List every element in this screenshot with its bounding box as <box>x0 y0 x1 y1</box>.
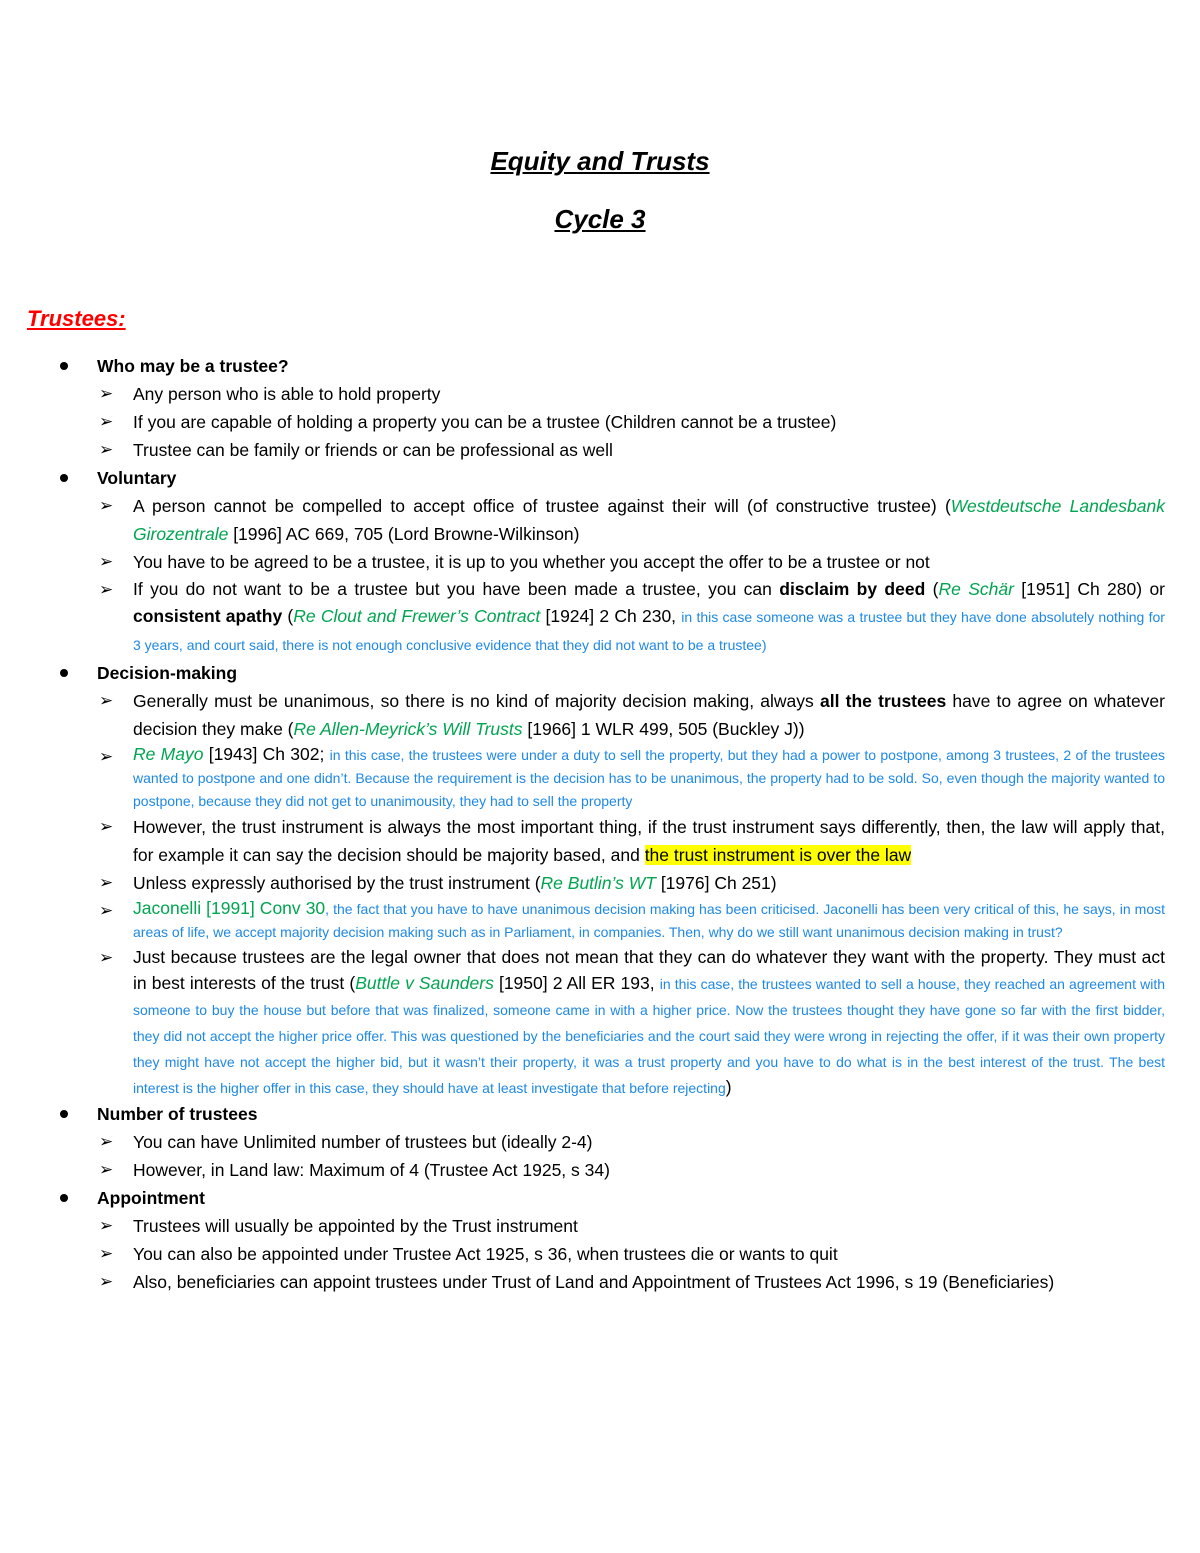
bullet-dot-icon <box>60 669 68 677</box>
case-citation: Jaconelli [1991] Conv 30 <box>133 898 326 918</box>
arrow-bullet-icon: ➢ <box>99 384 114 403</box>
arrow-bullet-icon: ➢ <box>99 1216 114 1235</box>
topic-appointment <box>0 1184 1200 1212</box>
list-item: ➢ Trustee can be family or friends or can be professional as well <box>0 436 1200 464</box>
arrow-bullet-icon: ➢ <box>99 817 114 836</box>
list-item: ➢ However, in Land law: Maximum of 4 (Trustee Act 1925, s 34) <box>0 1156 1200 1184</box>
arrow-bullet-icon: ➢ <box>99 412 114 431</box>
arrow-bullet-icon: ➢ <box>99 1272 114 1291</box>
topic-heading: Decision-making <box>97 663 238 683</box>
topic-decision-making <box>0 659 1200 687</box>
list-item: ➢ You have to be agreed to be a trustee, it is up to you whether you accept the offer to be a trustee or not <box>0 548 1200 576</box>
case-citation: Westdeutsche Landesbank Girozentrale <box>133 496 1165 544</box>
bullet-list <box>0 352 1200 1296</box>
list-item: ➢ You can also be appointed under Trustee Act 1925, s 36, when trustees die or wants to quit <box>0 1240 1200 1268</box>
topic-heading: Who may be a trustee? <box>97 356 289 376</box>
topic-heading: Number of trustees <box>97 1104 258 1124</box>
case-citation: Buttle v Saunders <box>355 973 494 993</box>
list-item: ➢ If you are capable of holding a property you can be a trustee (Children cannot be a trustee) <box>0 408 1200 436</box>
section-heading: Trustees: <box>27 306 126 331</box>
arrow-bullet-icon: ➢ <box>99 948 114 967</box>
bullet-dot-icon <box>60 362 68 370</box>
arrow-bullet-icon: ➢ <box>99 1244 114 1263</box>
arrow-bullet-icon: ➢ <box>99 552 114 571</box>
list-item: ➢ Unless expressly authorised by the trust instrument (Re Butlin’s WT [1976] Ch 251) <box>0 869 1200 897</box>
topic-who-may-be-trustee <box>0 352 1200 380</box>
arrow-bullet-icon: ➢ <box>99 496 114 515</box>
case-citation: Re Allen-Meyrick’s Will Trusts <box>293 719 523 739</box>
list-item: ➢ If you do not want to be a trustee but you have been made a trustee, you can disclaim by deed (Re Schär [1951] Ch 280) or consistent apathy (Re Clout and Frewer’s Contract [1924] 2 Ch 230, in this case someone was a trustee but they have done absolutely nothing for 3 years, and court said, there is not enough conclusive evidence that they did not want to be a trustee) <box>0 576 1200 659</box>
topic-heading: Appointment <box>97 1188 205 1208</box>
arrow-bullet-icon: ➢ <box>99 747 114 766</box>
arrow-bullet-icon: ➢ <box>99 440 114 459</box>
arrow-bullet-icon: ➢ <box>99 901 114 920</box>
arrow-bullet-icon: ➢ <box>99 873 114 892</box>
list-item: ➢ A person cannot be compelled to accept office of trustee against their will (of constructive trustee) (Westdeutsche Landesbank Girozentrale [1996] AC 669, 705 (Lord Browne-Wilkinson) <box>0 492 1200 548</box>
list-item: ➢ Re Mayo [1943] Ch 302; in this case, the trustees were under a duty to sell the property, but they had a power to postpone, among 3 trustees, 2 of the trustees wanted to postpone and one didn’t. Because the requirement is the decision has to be unanimous, the property had to be sold. So, even though the majority wanted to postpone, because they did not get to unanimousity, they had to sell the property <box>99 744 1165 809</box>
case-citation: Re Mayo <box>133 744 204 764</box>
topic-heading: Voluntary <box>97 468 177 488</box>
case-note: in this case, the trustees wanted to sell a house, they reached an agreement with someone to buy the house but before that was finalized, someone came in with a higher price. Now the trustees thought they have gone so far with the first bidder, they did not accept the higher price offer. This was questioned by the beneficiaries and the court said they were wrong in rejecting the offer, if it was their own property they might have not accept the higher bid, but it wasn’t their property, it was a trust property and you have to do what is in the best interest of the trust. The best interest is the higher offer in this case, they should have at least investigate that before rejecting <box>133 976 1166 1096</box>
topic-number-of-trustees <box>0 1100 1200 1128</box>
bullet-dot-icon <box>60 474 68 482</box>
list-item: ➢ Any person who is able to hold property <box>0 380 1200 408</box>
arrow-bullet-icon: ➢ <box>99 580 114 599</box>
arrow-bullet-icon: ➢ <box>99 1160 114 1179</box>
document-title: Equity and Trusts <box>490 146 710 176</box>
bullet-dot-icon <box>60 1110 68 1118</box>
list-item: ➢ You can have Unlimited number of trustees but (ideally 2-4) <box>0 1128 1200 1156</box>
bullet-dot-icon <box>60 1194 68 1202</box>
arrow-bullet-icon: ➢ <box>99 691 114 710</box>
list-item: ➢ However, the trust instrument is always the most important thing, if the trust instrument says differently, then, the law will apply that, for example it can say the decision should be majority based, and the trust instrument is over the law <box>0 813 1200 869</box>
list-item: ➢ Just because trustees are the legal owner that does not mean that they can do whatever they want with the property. They must act in best interests of the trust (Buttle v Saunders [1950] 2 All ER 193, in this case, the trustees wanted to sell a house, they reached an agreement with someone to buy the house but before that was finalized, someone came in with a higher price. Now the trustees thought they have gone so far with the first bidder, they did not accept the higher price offer. This was questioned by the beneficiaries and the court said they were wrong in rejecting the offer, if it was their own property they might have not accept the higher bid, but it wasn’t their property, it was a trust property and you have to do what is in the best interest of the trust. The best interest is the higher offer in this case, they should have at least investigate that before rejecting) <box>0 944 1200 1100</box>
case-note: the fact that you have to have unanimous decision making has been criticised. Jaconelli has been very critical of this, he says, in most areas of life, we accept majority decision making such as in Parliament, in companies. Then, why do we still want unanimous decision making in trust? <box>133 901 1166 940</box>
topic-voluntary <box>0 464 1200 492</box>
list-item: ➢ Also, beneficiaries can appoint trustees under Trust of Land and Appointment of Trustees Act 1996, s 19 (Beneficiaries) <box>0 1268 1200 1296</box>
case-note: in this case someone was a trustee but they have done absolutely nothing for 3 years, and court said, there is not enough conclusive evidence that they did not want to be a trustee) <box>133 609 1165 653</box>
list-item: ➢ Trustees will usually be appointed by the Trust instrument <box>0 1212 1200 1240</box>
document-subtitle: Cycle 3 <box>554 204 646 234</box>
highlighted-text: the trust instrument is over the law <box>644 845 912 865</box>
case-citation: Re Clout and Frewer’s Contract <box>293 606 541 626</box>
list-item: ➢ Jaconelli [1991] Conv 30, the fact that you have to have unanimous decision making has been criticised. Jaconelli has been very critical of this, he says, in most areas of life, we accept majority decision making such as in Parliament, in companies. Then, why do we still want unanimous decision making in trust? <box>99 898 1166 940</box>
arrow-bullet-icon: ➢ <box>99 1132 114 1151</box>
case-citation: Re Schär <box>938 579 1014 599</box>
case-note: in this case, the trustees were under a duty to sell the property, but they had a power to postpone, among 3 trustees, 2 of the trustees wanted to postpone and one didn’t. Because the requirement is the decision has to be unanimous, the property had to be sold. So, even though the majority wanted to postpone, because they did not get to unanimousity, they had to sell the property <box>133 747 1165 809</box>
list-item: ➢ Generally must be unanimous, so there is no kind of majority decision making, always all the trustees have to agree on whatever decision they make (Re Allen-Meyrick’s Will Trusts [1966] 1 WLR 499, 505 (Buckley J)) <box>0 687 1200 743</box>
case-citation: Re Butlin’s WT <box>540 873 656 893</box>
